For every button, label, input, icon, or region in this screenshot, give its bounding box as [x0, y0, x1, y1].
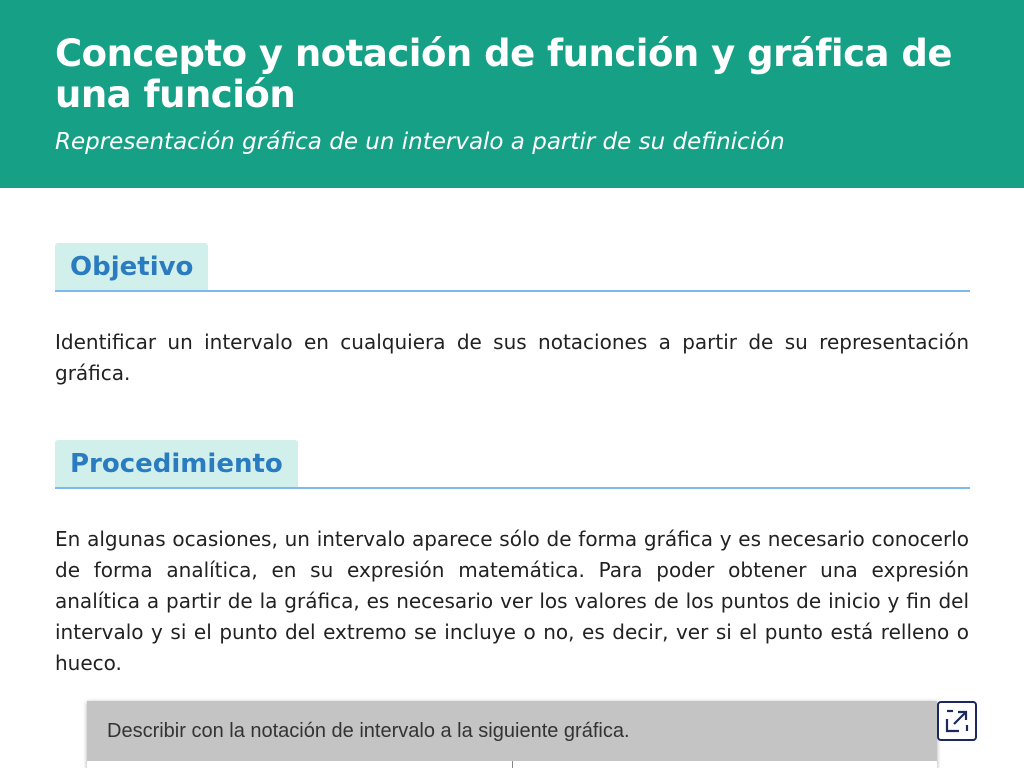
page-title: Concepto y notación de función y gráfica de una función — [55, 32, 952, 116]
page-header — [0, 0, 1024, 188]
section-heading-procedimiento — [55, 440, 970, 489]
page-subtitle: Representación gráfica de un intervalo a partir de su definición — [55, 129, 785, 155]
procedimiento-paragraph: En algunas ocasiones, un intervalo aparece sólo de forma gráfica y es necesario conocerlo de forma analítica, en su expresión matemática. Para poder obtener una expresión analítica a partir de la gráfica, es necesario ver los valores de los puntos de inicio y fin del intervalo y si el punto del extremo se incluye o no, es decir, ver si el punto está relleno o hueco. — [55, 527, 969, 675]
section-title-procedimiento: Procedimiento — [55, 440, 298, 487]
objetivo-paragraph: Identificar un intervalo en cualquiera de sus notaciones a partir de su representación gráfica. — [55, 330, 969, 385]
applet-divider — [512, 761, 513, 768]
applet-prompt: Describir con la notación de intervalo a la siguiente gráfica. — [107, 720, 630, 742]
expand-icon — [945, 709, 969, 733]
interactive-applet[interactable] — [87, 701, 937, 768]
expand-button[interactable] — [937, 701, 977, 741]
section-heading-objetivo — [55, 243, 970, 292]
section-title-objetivo: Objetivo — [55, 243, 208, 290]
